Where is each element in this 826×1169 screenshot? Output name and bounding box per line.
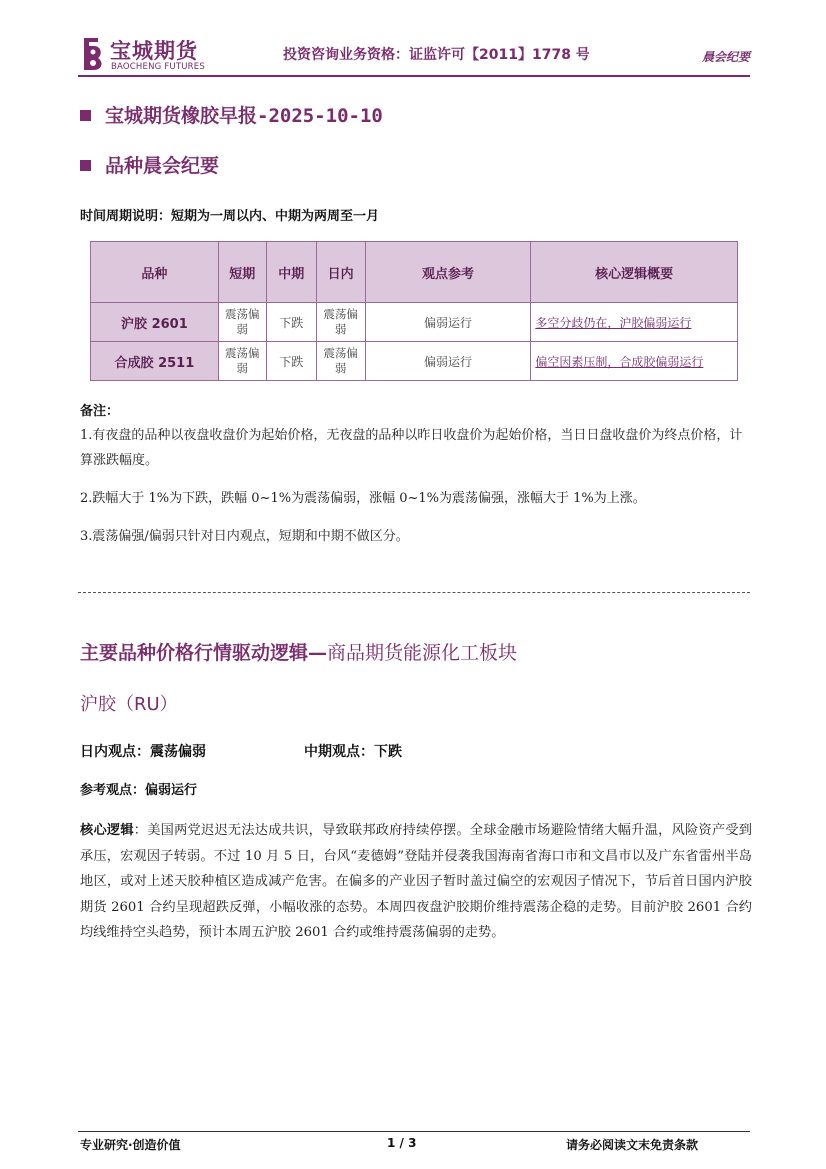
variety-cell: 合成胶 2511 bbox=[91, 342, 219, 381]
footer-divider bbox=[78, 1131, 750, 1132]
note-item: 1.有夜盘的品种以夜盘收盘价为起始价格，无夜盘的品种以昨日收盘价为起始价格，当日日盘收盘价为终点价格，计算涨跌幅度。 bbox=[80, 428, 743, 468]
intraday-cell: 震荡偏弱 bbox=[316, 342, 365, 381]
table-header-row bbox=[91, 242, 738, 303]
summary-title: 品种晨会纪要 bbox=[80, 151, 219, 178]
intraday-cell: 震荡偏弱 bbox=[316, 303, 365, 342]
mid-term-view: 中期观点：下跌 bbox=[304, 744, 402, 760]
report-title: 宝城期货橡胶早报-2025-10-10 bbox=[80, 101, 383, 128]
square-bullet-icon bbox=[80, 110, 91, 121]
main-section-title: 主要品种价格行情驱动逻辑—商品期货能源化工板块 bbox=[80, 642, 518, 664]
license-text: 投资咨询业务资格：证监许可【2011】1778 号 bbox=[283, 47, 590, 63]
period-note: 时间周期说明：短期为一周以内、中期为两周至一月 bbox=[80, 209, 380, 224]
logo-text-en: BAOCHENG FUTURES bbox=[111, 62, 205, 72]
short-term-cell: 震荡偏弱 bbox=[218, 342, 266, 381]
col-header: 日内 bbox=[316, 242, 365, 303]
notes-heading: 备注： bbox=[80, 404, 120, 419]
col-header: 核心逻辑概要 bbox=[531, 242, 738, 303]
footer-slogan: 专业研究·创造价值 bbox=[80, 1138, 181, 1152]
mid-term-cell: 下跌 bbox=[266, 303, 316, 342]
intraday-view: 日内观点：震荡偏弱 bbox=[80, 744, 206, 760]
section-divider bbox=[78, 592, 750, 593]
col-header: 短期 bbox=[218, 242, 266, 303]
variety-title: 沪胶（RU） bbox=[80, 694, 178, 715]
summary-table bbox=[90, 241, 738, 381]
col-header: 观点参考 bbox=[365, 242, 531, 303]
col-header: 品种 bbox=[91, 242, 219, 303]
header-doc-type: 晨会纪要 bbox=[701, 50, 750, 64]
core-logic-link[interactable]: 多空分歧仍在，沪胶偏弱运行 bbox=[531, 303, 738, 342]
core-logic-link[interactable]: 偏空因素压制，合成胶偏弱运行 bbox=[531, 342, 738, 381]
note-item: 2.跌幅大于 1%为下跌，跌幅 0~1%为震荡偏弱，涨幅 0~1%为震荡偏强，涨幅大于 1%为上涨。 bbox=[80, 491, 646, 506]
footer-disclaimer: 请务必阅读文末免责条款 bbox=[566, 1138, 699, 1152]
short-term-cell: 震荡偏弱 bbox=[218, 303, 266, 342]
square-bullet-icon bbox=[80, 160, 91, 171]
page-number: 1 / 3 bbox=[387, 1136, 417, 1150]
note-item: 3.震荡偏强/偏弱只针对日内观点，短期和中期不做区分。 bbox=[80, 529, 409, 544]
table-row bbox=[91, 303, 738, 342]
variety-cell: 沪胶 2601 bbox=[91, 303, 219, 342]
core-logic-paragraph: 核心逻辑：美国两党迟迟无法达成共识，导致联邦政府持续停摆。全球金融市场避险情绪大幅升温，风险资产受到承压，宏观因子转弱。不过 10 月 5 日，台风“麦德姆”登陆并侵袭我国海南省海口市和文昌市以及广东省雷州半岛地区，或对上述天胶种植区造成减产危害。在偏多的产业因子暂时盖过偏空的宏观因子情况下，节后首日国内沪胶期货 2601 合约呈现超跌反弹，小幅收涨的态势。本周四夜盘沪胶期价维持震荡企稳的走势。目前沪胶 2601 合约均线维持空头趋势，预计本周五沪胶 2601 合约或维持震荡偏弱的走势。 bbox=[80, 823, 752, 940]
logo-mark-icon bbox=[78, 34, 108, 74]
col-header: 中期 bbox=[266, 242, 316, 303]
page-header bbox=[78, 30, 750, 74]
view-cell: 偏弱运行 bbox=[365, 303, 531, 342]
reference-view: 参考观点：偏弱运行 bbox=[80, 783, 198, 798]
logo-text-cn: 宝城期货 bbox=[110, 39, 198, 63]
view-cell: 偏弱运行 bbox=[365, 342, 531, 381]
company-logo bbox=[78, 34, 218, 74]
header-divider bbox=[78, 75, 750, 77]
table-row bbox=[91, 342, 738, 381]
mid-term-cell: 下跌 bbox=[266, 342, 316, 381]
